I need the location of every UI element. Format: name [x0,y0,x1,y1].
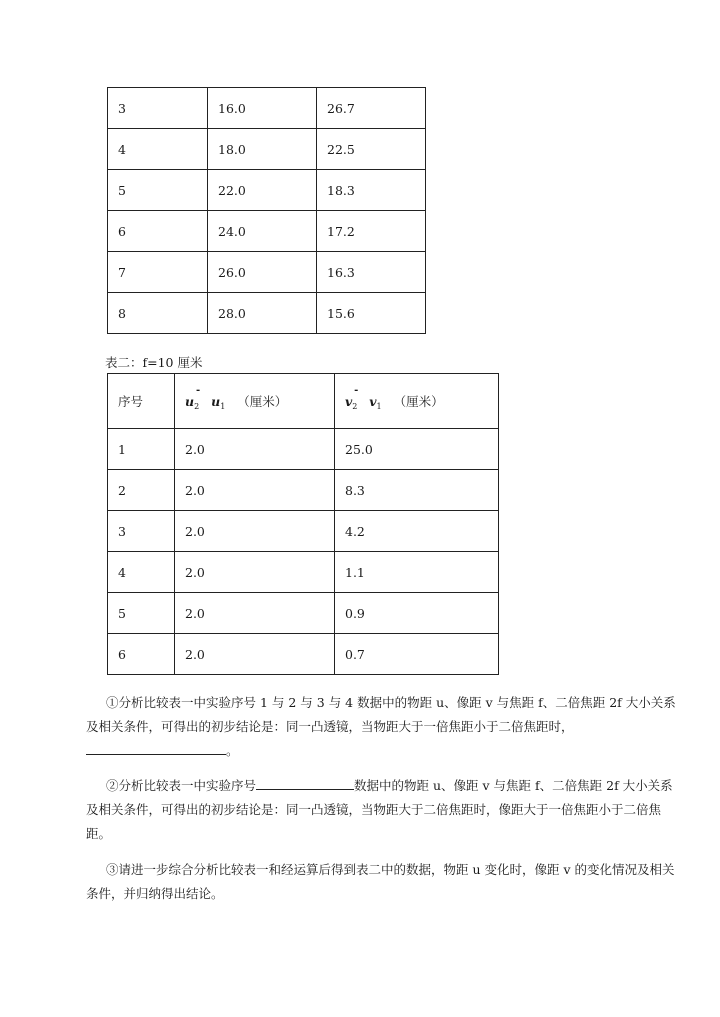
sub: 2 [352,401,358,411]
table-cell: 8 [108,293,208,334]
table-cell: 8.3 [335,470,499,511]
table-cell: 2.0 [175,593,335,634]
table-row [108,634,499,675]
table-cell: 3 [108,511,175,552]
var-v: v [369,393,377,409]
table-cell: 22.5 [317,129,426,170]
var-u: u [211,393,221,409]
header-cell-index: 序号 [108,374,175,429]
question-2 [86,774,676,846]
question-3: ③请进一步综合分析比较表一和经运算后得到表二中的数据，物距 u 变化时，像距 v 的变化情况及相关条件，并归纳得出结论。 [86,862,675,901]
table-2-caption: 表二：f=10 厘米 [105,355,203,370]
table-cell: 18.3 [317,170,426,211]
sub: 1 [376,401,382,411]
table-cell: 0.9 [335,593,499,634]
table-cell: 5 [108,170,208,211]
table-cell: 16.3 [317,252,426,293]
header-cell-image-distance-diff [335,374,499,429]
table-row [108,429,499,470]
experiment-table-2 [107,373,499,675]
table-cell: 6 [108,211,208,252]
sub: 1 [220,401,226,411]
table-cell: 4.2 [335,511,499,552]
table-cell: 5 [108,593,175,634]
table-cell: 22.0 [208,170,317,211]
question-1-text: ①分析比较表一中实验序号 1 与 2 与 3 与 4 数据中的物距 u、像距 v 与焦距 f、二倍焦距 2f 大小关系及相关条件，可得出的初步结论是：同一凸透镜，当物距大于一倍焦距小于二倍焦距时， [86,695,676,734]
table-cell: 18.0 [208,129,317,170]
table-row [108,170,426,211]
table-row [108,88,426,129]
table-row [108,293,426,334]
unit-label: （厘米） [393,393,444,409]
table-cell: 16.0 [208,88,317,129]
table-cell: 4 [108,129,208,170]
table-cell: 25.0 [335,429,499,470]
question-1-end: 。 [226,743,239,758]
header-cell-object-distance-diff [175,374,335,429]
var-v: - v [345,394,352,409]
question-2-text-start: ②分析比较表一中实验序号 [106,778,257,793]
table-row [108,252,426,293]
table-cell: 2.0 [175,634,335,675]
table-cell: 17.2 [317,211,426,252]
table-cell: 26.0 [208,252,317,293]
table-row [108,593,499,634]
table-cell: 2.0 [175,429,335,470]
table-cell: 24.0 [208,211,317,252]
table-cell: 6 [108,634,175,675]
table-cell: 4 [108,552,175,593]
sub: 2 [194,401,200,411]
table-header-row [108,374,499,429]
answer-blank-1[interactable] [86,741,226,755]
table-cell: 0.7 [335,634,499,675]
experiment-table-1 [107,87,426,334]
table-cell: 2.0 [175,552,335,593]
answer-blank-2[interactable] [256,776,354,790]
table-cell: 2.0 [175,470,335,511]
table-row [108,129,426,170]
table-cell: 1.1 [335,552,499,593]
table-cell: 1 [108,429,175,470]
table-row [108,552,499,593]
var-u: - u [185,394,194,409]
table-cell: 7 [108,252,208,293]
table-cell: 26.7 [317,88,426,129]
table-cell: 2 [108,470,175,511]
table-row [108,211,426,252]
unit-label: （厘米） [237,393,288,409]
table-cell: 15.6 [317,293,426,334]
question-1 [86,691,676,763]
table-row [108,511,499,552]
table-cell: 2.0 [175,511,335,552]
table-row [108,470,499,511]
table-cell: 3 [108,88,208,129]
table-cell: 28.0 [208,293,317,334]
question-2-text-end: 数据中的物距 u、像距 v 与焦距 f、二倍焦距 2f 大小关系及相关条件，可得出的初步结论是：同一凸透镜，当物距大于二倍焦距时，像距大于一倍焦距小于二倍焦距。 [86,778,673,841]
